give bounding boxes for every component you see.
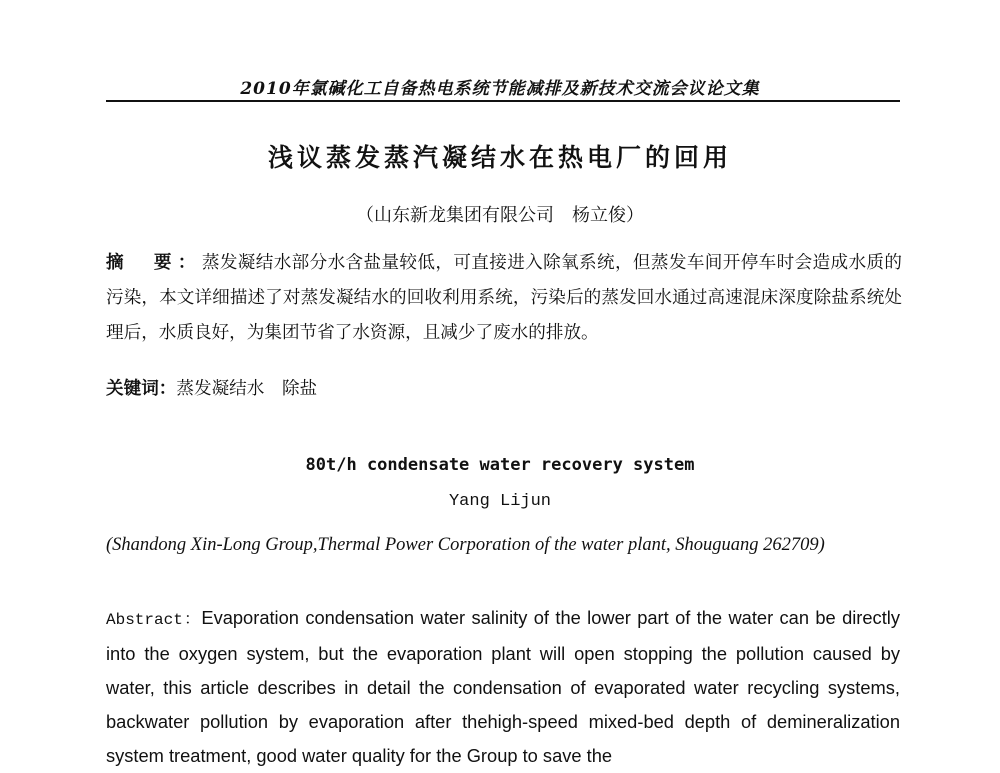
english-affiliation: (Shandong Xin-Long Group,Thermal Power Corporation of the water plant, Shouguang 262709) [106,535,825,555]
english-author: Yang Lijun [448,492,552,511]
chinese-keywords-text: 蒸发凝结水 除盐 [176,379,318,399]
header-rule [106,100,900,102]
chinese-abstract [106,245,902,351]
chinese-keywords-label: 关键词： [106,378,177,399]
english-abstract [106,601,900,773]
chinese-title: 浅议蒸发蒸汽凝结水在热电厂的回用 [267,143,732,172]
english-title: 80t/h condensate water recovery system [305,455,695,475]
chinese-affiliation: （山东新龙集团有限公司 杨立俊） [356,205,644,226]
chinese-abstract-label: 摘 要： [106,252,202,273]
chinese-abstract-text: 蒸发凝结水部分水含盐量较低，可直接进入除氧系统，但蒸发车间开停车时会造成水质的污染，本文详细描述了对蒸发凝结水的回收利用系统，污染后的蒸发回水通过高速混床深度除盐系统处理后，水质良好，为集团节省了水资源，且减少了废水的排放。 [106,253,902,343]
english-abstract-text: Evaporation condensation water salinity of the lower part of the water can be directly into the oxygen system, but the evaporation plant will open stopping the pollution caused by water, this article describes in detail the condensation of evaporated water recycling systems, backwater pollution by evaporation after thehigh-speed mixed-bed depth of demineralization system treatment, good water quality for the Group to save the [106,607,900,766]
chinese-keywords [106,371,902,407]
running-header: 2010年氯碱化工自备热电系统节能减排及新技术交流会议论文集 [240,79,760,99]
english-abstract-label: Abstract： [106,611,202,629]
